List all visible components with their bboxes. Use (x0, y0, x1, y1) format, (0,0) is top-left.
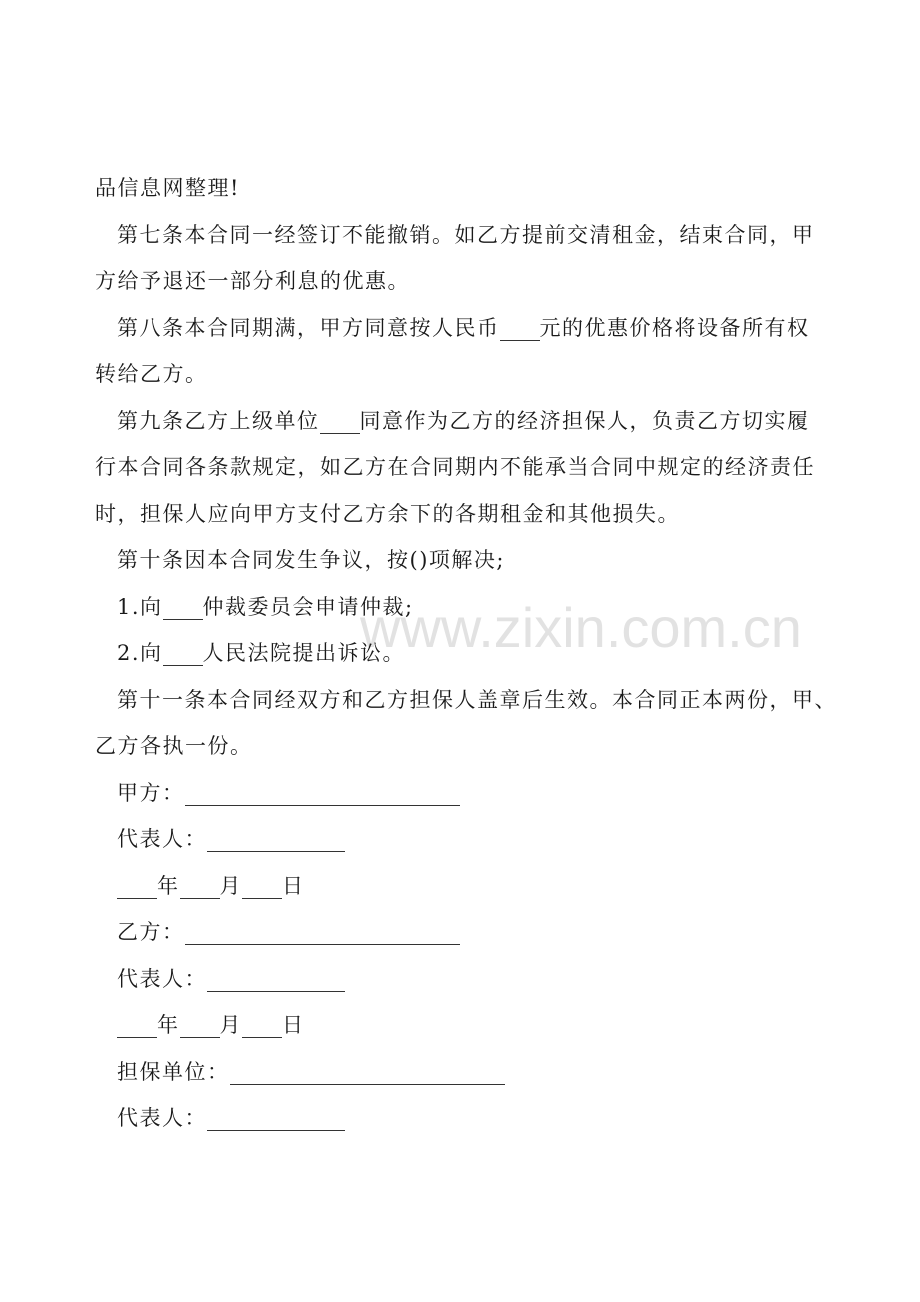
year-label: 年 (157, 873, 180, 898)
month-blank (180, 878, 220, 899)
day-blank (242, 1017, 282, 1038)
text-span: 2.向 (117, 641, 163, 665)
party-b-label: 乙方： (117, 920, 185, 944)
article-10: 第十条因本合同发生争议，按()项解决; (117, 548, 505, 572)
rep-blank (207, 971, 345, 992)
text-span: 元的优惠价格将设备所有权 (539, 315, 810, 340)
month-label: 月 (219, 873, 242, 898)
year-blank (117, 1017, 157, 1038)
guarantor-label: 担保单位： (117, 1059, 230, 1084)
option-1 (95, 584, 840, 631)
contract-body (95, 165, 840, 1142)
rep-label: 代表人： (117, 966, 207, 991)
blank-field (163, 599, 203, 620)
day-label: 日 (282, 1013, 305, 1037)
party-b-signature (95, 909, 840, 956)
rep-blank (207, 831, 345, 852)
guarantor-signature (95, 1049, 840, 1096)
option-2 (95, 630, 840, 677)
party-b-rep (95, 956, 840, 1003)
party-a-signature (95, 770, 840, 817)
blank-field (163, 645, 203, 666)
month-blank (180, 1017, 220, 1038)
text-span: 人民法院提出诉讼。 (202, 641, 406, 665)
party-b-date (95, 1002, 840, 1049)
text-span: 同意作为乙方的经济担保人，负责乙方切实履 (359, 408, 810, 433)
guarantor-rep (95, 1095, 840, 1142)
party-a-rep (95, 816, 840, 863)
article-9 (95, 398, 840, 445)
blank-field (320, 413, 360, 434)
article-8 (95, 305, 840, 352)
text-line: 转给乙方。 (95, 362, 208, 386)
text-span: 仲裁委员会申请仲裁; (202, 594, 414, 619)
guarantor-blank (230, 1064, 505, 1085)
text-line: 行本合同各条款规定，如乙方在合同期内不能承当合同中规定的经济责任 (95, 455, 815, 479)
text-line: 时，担保人应向甲方支付乙方余下的各期租金和其他损失。 (95, 501, 680, 526)
text-line: 乙方各执一份。 (95, 734, 253, 758)
party-a-date (95, 863, 840, 910)
month-label: 月 (219, 1013, 242, 1037)
blank-field (500, 320, 540, 341)
text-line: 品信息网整理! (95, 176, 240, 200)
watermark: www.zixin.com.cn (360, 596, 802, 659)
text-span: 第九条乙方上级单位 (117, 408, 320, 433)
text-span: 第八条本合同期满，甲方同意按人民币 (117, 315, 500, 340)
text-span: 1.向 (117, 594, 163, 619)
party-a-label: 甲方： (117, 780, 185, 805)
text-line: 方给予退还一部分利息的优惠。 (95, 269, 410, 293)
rep-label: 代表人： (117, 827, 207, 851)
article-7: 第七条本合同一经签订不能撤销。如乙方提前交清租金，结束合同，甲 (117, 222, 815, 247)
rep-blank (207, 1110, 345, 1131)
rep-label: 代表人： (117, 1106, 207, 1130)
party-b-blank (185, 924, 460, 945)
party-a-blank (185, 785, 460, 806)
day-label: 日 (282, 873, 305, 898)
year-label: 年 (157, 1013, 180, 1037)
year-blank (117, 878, 157, 899)
article-11: 第十一条本合同经双方和乙方担保人盖章后生效。本合同正本两份，甲、 (117, 687, 837, 712)
day-blank (242, 878, 282, 899)
